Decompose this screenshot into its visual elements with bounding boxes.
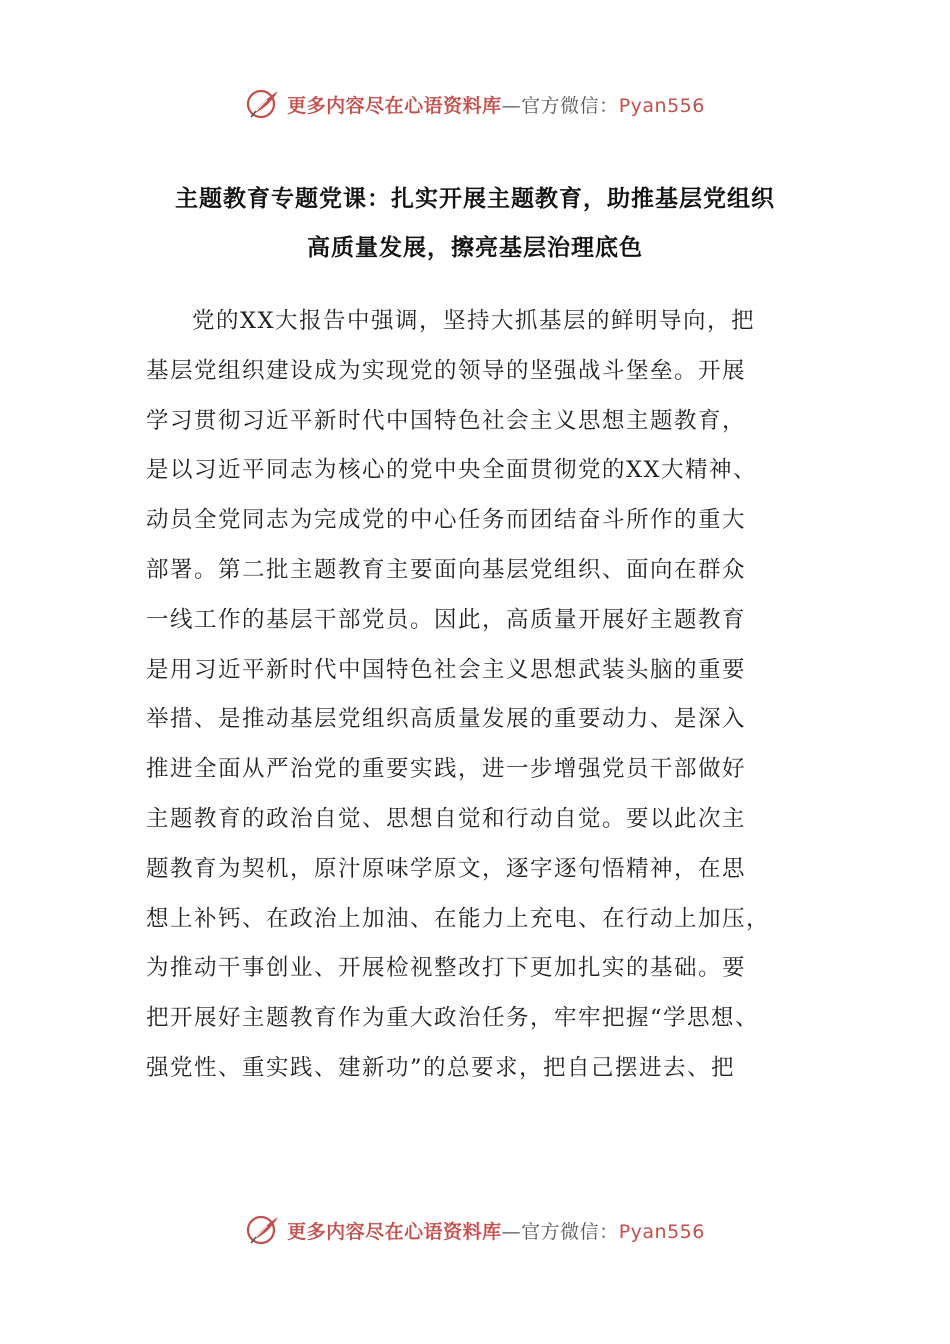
body-line: 是以习近平同志为核心的党中央全面贯彻党的XX大精神、 (146, 457, 758, 484)
document-title-line-1: 主题教育专题党课：扎实开展主题教育，助推基层党组织 (175, 185, 775, 212)
banner-lead: 更多内容尽在心语资料库 (287, 94, 502, 117)
header-banner (0, 82, 950, 126)
body-line: 学习贯彻习近平新时代中国特色社会主义思想主题教育， (146, 407, 747, 434)
body-line: 基层党组织建设成为实现党的领导的坚强战斗堡垒。开展 (146, 357, 747, 384)
quill-logo-icon (245, 1212, 281, 1248)
banner-lead: 更多内容尽在心语资料库 (287, 1220, 502, 1243)
quill-logo-icon (245, 86, 281, 122)
body-line: 题教育为契机，原汁原味学原文，逐字逐句悟精神，在思 (146, 855, 747, 882)
footer-banner (0, 1208, 950, 1252)
body-line: 想上补钙、在政治上加油、在能力上充电、在行动上加压， (146, 905, 771, 932)
body-line: 党的XX大报告中强调，坚持大抓基层的鲜明导向，把 (192, 308, 756, 334)
body-line: 强党性、重实践、建新功”的总要求，把自己摆进去、把 (146, 1054, 736, 1081)
banner-text (287, 91, 705, 118)
banner-dash: — (501, 1220, 522, 1243)
banner-tail: 官方微信： (521, 1220, 619, 1243)
body-paragraph (146, 297, 806, 1094)
banner-wechat-id: Pyan556 (618, 1220, 705, 1243)
banner-tail: 官方微信： (521, 94, 619, 117)
body-line: 动员全党同志为完成党的中心任务而团结奋斗所作的重大 (146, 507, 747, 534)
banner-text (287, 1217, 705, 1244)
body-line: 主题教育的政治自觉、思想自觉和行动自觉。要以此次主 (146, 805, 747, 832)
body-line: 部署。第二批主题教育主要面向基层党组织、面向在群众 (146, 556, 747, 583)
body-line: 为推动干事创业、开展检视整改打下更加扎实的基础。要 (146, 955, 747, 982)
body-line: 一线工作的基层干部党员。因此，高质量开展好主题教育 (146, 606, 747, 633)
body-line: 举措、是推动基层党组织高质量发展的重要动力、是深入 (146, 706, 747, 733)
document-title-line-2: 高质量发展，擦亮基层治理底色 (307, 234, 643, 261)
body-line: 推进全面从严治党的重要实践，进一步增强党员干部做好 (146, 756, 747, 783)
banner-dash: — (501, 94, 522, 117)
banner-wechat-id: Pyan556 (618, 94, 705, 117)
body-line: 是用习近平新时代中国特色社会主义思想武装头脑的重要 (146, 656, 747, 683)
body-line: 把开展好主题教育作为重大政治任务，牢牢把握“学思想、 (146, 1005, 760, 1032)
